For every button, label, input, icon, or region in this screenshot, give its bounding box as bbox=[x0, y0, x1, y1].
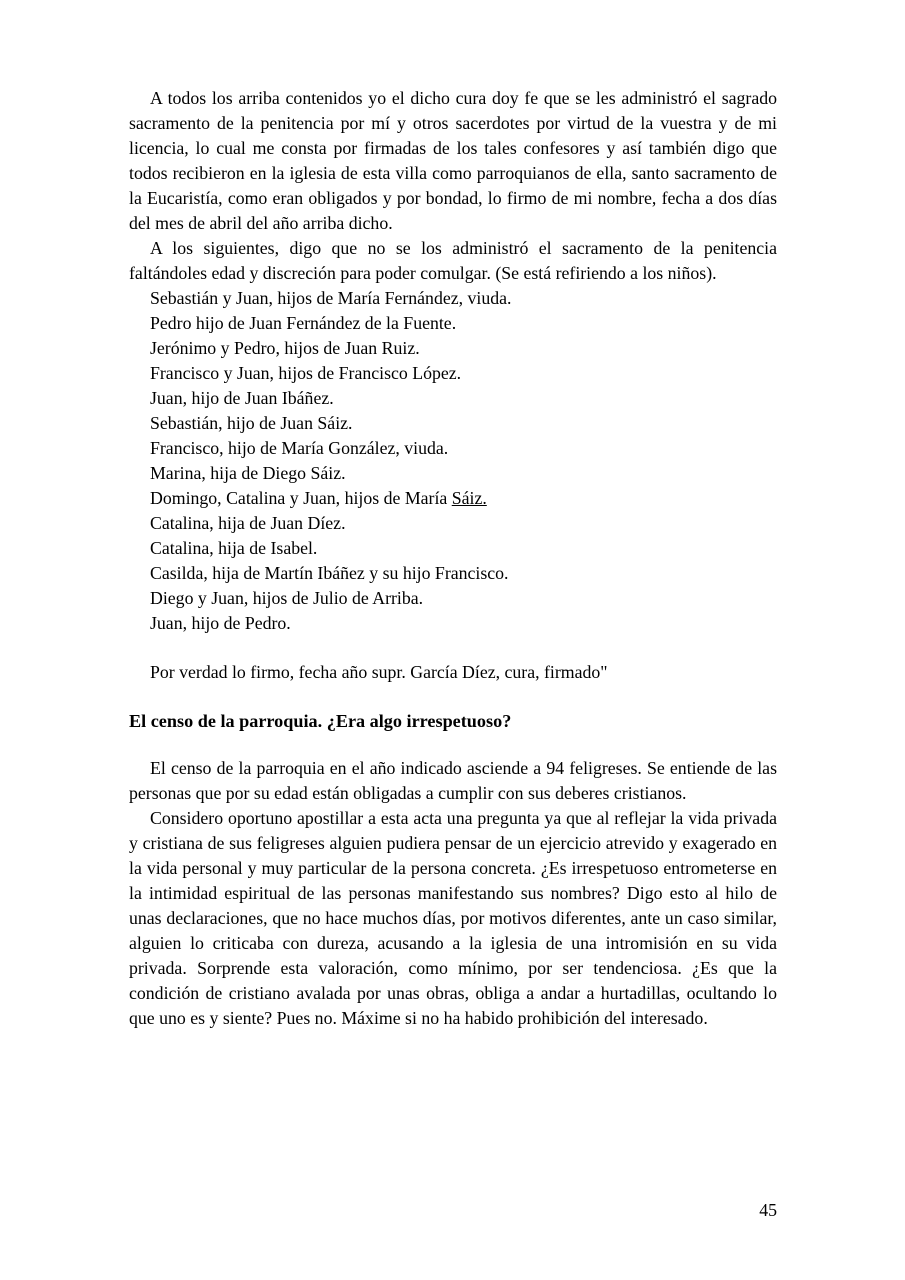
list-item-with-underline bbox=[129, 486, 777, 511]
list-item: Pedro hijo de Juan Fernández de la Fuente. bbox=[150, 313, 457, 333]
list-item: Juan, hijo de Juan Ibáñez. bbox=[150, 388, 334, 408]
list-item: Sebastián y Juan, hijos de María Fernández, viuda. bbox=[150, 288, 512, 308]
children-list bbox=[129, 286, 777, 636]
list-item-text: Domingo, Catalina y Juan, hijos de María bbox=[150, 488, 452, 508]
closing-attestation-line: Por verdad lo firmo, fecha año supr. García Díez, cura, firmado" bbox=[150, 662, 608, 682]
list-item: Diego y Juan, hijos de Julio de Arriba. bbox=[150, 588, 424, 608]
list-item: Casilda, hija de Martín Ibáñez y su hijo Francisco. bbox=[150, 563, 509, 583]
list-item: Francisco y Juan, hijos de Francisco López. bbox=[150, 363, 462, 383]
list-item: Juan, hijo de Pedro. bbox=[150, 613, 291, 633]
paragraph-commentary: Considero oportuno apostillar a esta acta una pregunta ya que al reflejar la vida privada y cristiana de sus feligreses alguien pudiera pensar de un ejercicio atrevido y exagerado en la vida personal y muy particular de la persona concreta. ¿Es irrespetuoso entrometerse en la intimidad espiritual de las personas manifestando sus nombres? Digo esto al hilo de unas declaraciones, que no hace muchos días, por motivos diferentes, ante un caso similar, alguien lo criticaba con dureza, acusando a la iglesia de una intromisión en su vida privada. Sorprende esta valoración, como mínimo, por ser tendenciosa. ¿Es que la condición de cristiano avalada por unas obras, obliga a andar a hurtadillas, ocultando lo que uno es y siente? Pues no. Máxime si no ha habido prohibición del interesado. bbox=[129, 808, 777, 1028]
underlined-surname: Sáiz. bbox=[451, 488, 487, 508]
list-item: Marina, hija de Diego Sáiz. bbox=[150, 463, 346, 483]
page-number: 45 bbox=[759, 1200, 777, 1220]
list-item: Catalina, hija de Juan Díez. bbox=[150, 513, 346, 533]
paragraph-census-count: El censo de la parroquia en el año indicado asciende a 94 feligreses. Se entiende de las personas que por su edad están obligadas a cumplir con sus deberes cristianos. bbox=[129, 758, 777, 803]
list-item: Jerónimo y Pedro, hijos de Juan Ruiz. bbox=[150, 338, 420, 358]
list-item: Catalina, hija de Isabel. bbox=[150, 538, 318, 558]
paragraph-children-intro: A los siguientes, digo que no se los administró el sacramento de la penitencia faltándoles edad y discreción para poder comulgar. (Se está refiriendo a los niños). bbox=[129, 238, 777, 283]
section-heading: El censo de la parroquia. ¿Era algo irrespetuoso? bbox=[129, 711, 512, 731]
paragraph-act-certification: A todos los arriba contenidos yo el dicho cura doy fe que se les administró el sagrado sacramento de la penitencia por mí y otros sacerdotes por virtud de la vuestra y de mi licencia, lo cual me consta por firmadas de los tales confesores y así también digo que todos recibieron en la iglesia de esta villa como parroquianos de ella, santo sacramento de la Eucaristía, como eran obligados y por bondad, lo firmo de mi nombre, fecha a dos días del mes de abril del año arriba dicho. bbox=[129, 88, 777, 233]
text-block bbox=[129, 86, 777, 1031]
list-item: Sebastián, hijo de Juan Sáiz. bbox=[150, 413, 353, 433]
list-item: Francisco, hijo de María González, viuda. bbox=[150, 438, 449, 458]
